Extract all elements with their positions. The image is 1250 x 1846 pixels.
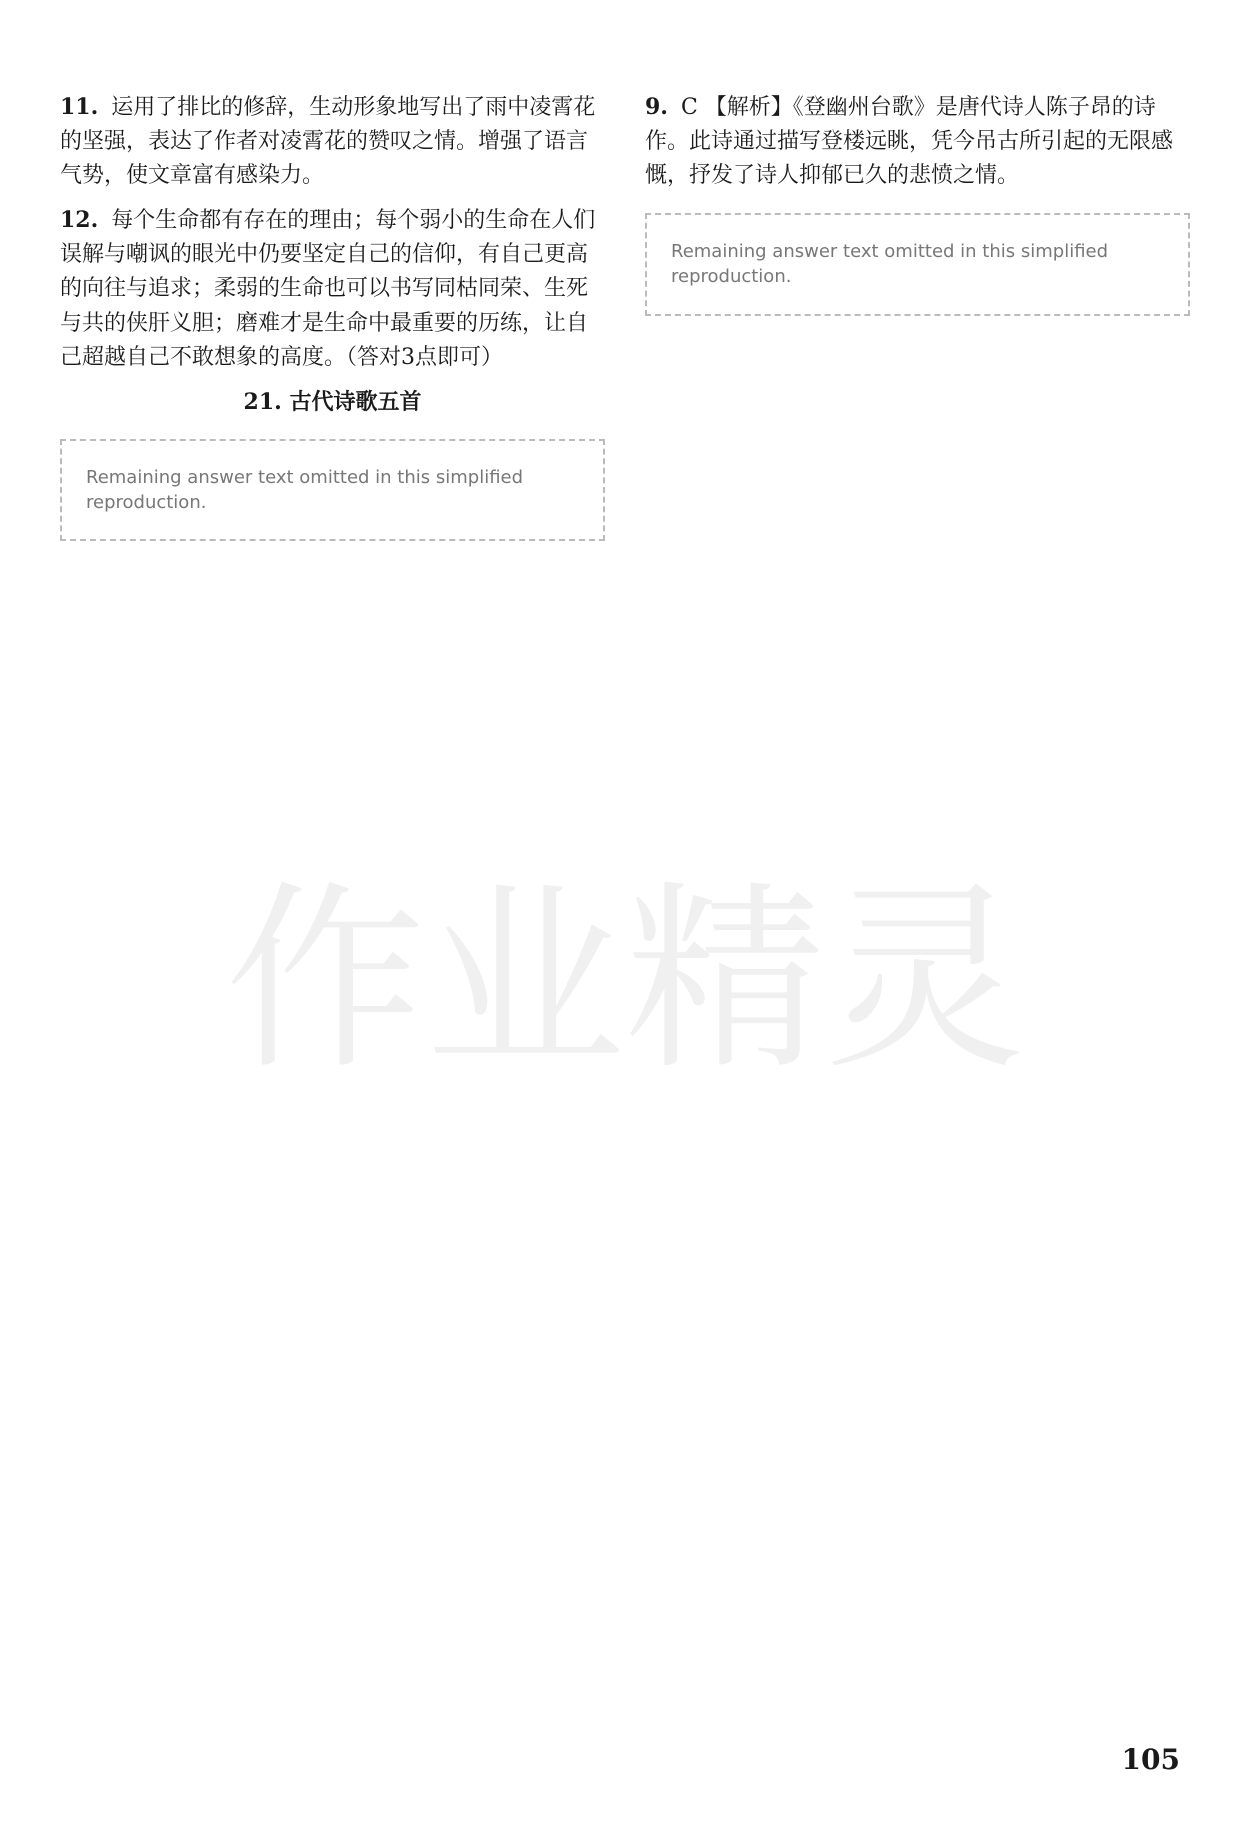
answer-entry	[645, 90, 1190, 193]
two-column-layout	[60, 90, 1190, 1690]
omitted-content-placeholder: Remaining answer text omitted in this simplified reproduction.	[645, 213, 1190, 315]
entry-text: C 【解析】《登幽州台歌》是唐代诗人陈子昂的诗作。此诗通过描写登楼远眺，凭今吊古所引起的无限感慨，抒发了诗人抑郁已久的悲愤之情。	[645, 95, 1174, 189]
entry-text: 每个生命都有存在的理由；每个弱小的生命在人们误解与嘲讽的眼光中仍要坚定自己的信仰，有自己更高的向往与追求；柔弱的生命也可以书写同枯同荣、生死与共的侠肝义胆；磨难才是生命中最重要的历练，让自己超越自己不敢想象的高度。（答对3点即可）	[60, 208, 596, 370]
omitted-content-placeholder: Remaining answer text omitted in this simplified reproduction.	[60, 439, 605, 541]
watermark-text: 作业精灵	[224, 864, 1025, 1097]
section-title: 21. 古代诗歌五首	[243, 388, 422, 415]
answer-entry	[60, 203, 605, 374]
entry-text: 运用了排比的修辞，生动形象地写出了雨中凌霄花的坚强，表达了作者对凌霄花的赞叹之情。增强了语言气势，使文章富有感染力。	[60, 95, 596, 189]
entry-number: 9.	[645, 94, 668, 120]
entry-number: 11.	[60, 94, 99, 120]
entry-number: 12.	[60, 207, 99, 234]
left-column	[60, 90, 605, 1690]
page-number: 105	[1121, 1743, 1180, 1776]
right-column	[645, 90, 1190, 1690]
answer-entry	[60, 90, 605, 193]
